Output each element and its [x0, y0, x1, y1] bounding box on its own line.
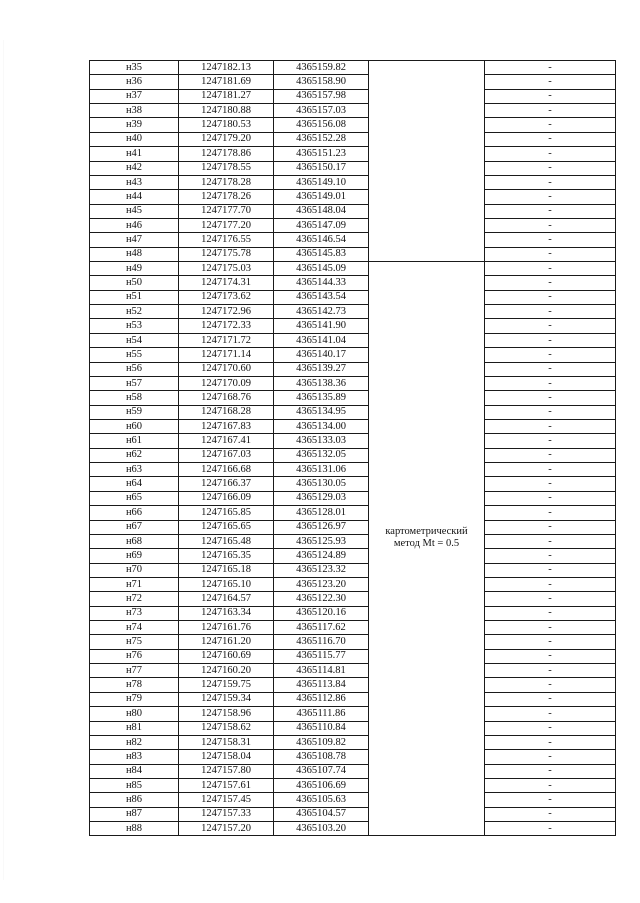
x-coordinate-cell: 1247181.69 [179, 75, 274, 89]
point-name-cell: н47 [90, 233, 179, 247]
coordinates-table [89, 60, 616, 836]
table-row [90, 448, 616, 462]
point-name-cell: н41 [90, 147, 179, 161]
error-cell: - [485, 778, 616, 792]
table-row [90, 707, 616, 721]
table-row [90, 233, 616, 247]
point-name-cell: н35 [90, 61, 179, 75]
table-row [90, 405, 616, 419]
error-cell: - [485, 290, 616, 304]
method-cell-lower [369, 262, 485, 836]
point-name-cell: н77 [90, 664, 179, 678]
point-name-cell: н85 [90, 778, 179, 792]
point-name-cell: н36 [90, 75, 179, 89]
y-coordinate-cell: 4365134.95 [274, 405, 369, 419]
table-row [90, 520, 616, 534]
table-row [90, 592, 616, 606]
table-row [90, 434, 616, 448]
table-row [90, 132, 616, 146]
error-cell: - [485, 721, 616, 735]
point-name-cell: н58 [90, 391, 179, 405]
y-coordinate-cell: 4365107.74 [274, 764, 369, 778]
y-coordinate-cell: 4365141.04 [274, 333, 369, 347]
error-cell: - [485, 161, 616, 175]
table-row [90, 664, 616, 678]
error-cell: - [485, 692, 616, 706]
error-cell: - [485, 305, 616, 319]
point-name-cell: н50 [90, 276, 179, 290]
point-name-cell: н87 [90, 807, 179, 821]
point-name-cell: н53 [90, 319, 179, 333]
method-label-line2: метод Mt = 0.5 [393, 538, 460, 550]
point-name-cell: н62 [90, 448, 179, 462]
error-cell: - [485, 362, 616, 376]
point-name-cell: н80 [90, 707, 179, 721]
error-cell: - [485, 391, 616, 405]
y-coordinate-cell: 4365116.70 [274, 635, 369, 649]
point-name-cell: н64 [90, 477, 179, 491]
y-coordinate-cell: 4365156.08 [274, 118, 369, 132]
x-coordinate-cell: 1247165.10 [179, 577, 274, 591]
point-name-cell: н81 [90, 721, 179, 735]
point-name-cell: н55 [90, 348, 179, 362]
x-coordinate-cell: 1247167.83 [179, 419, 274, 433]
x-coordinate-cell: 1247158.62 [179, 721, 274, 735]
y-coordinate-cell: 4365140.17 [274, 348, 369, 362]
y-coordinate-cell: 4365113.84 [274, 678, 369, 692]
x-coordinate-cell: 1247157.61 [179, 778, 274, 792]
y-coordinate-cell: 4365150.17 [274, 161, 369, 175]
y-coordinate-cell: 4365158.90 [274, 75, 369, 89]
x-coordinate-cell: 1247161.20 [179, 635, 274, 649]
point-name-cell: н65 [90, 491, 179, 505]
table-row [90, 305, 616, 319]
error-cell: - [485, 477, 616, 491]
y-coordinate-cell: 4365112.86 [274, 692, 369, 706]
point-name-cell: н76 [90, 649, 179, 663]
error-cell: - [485, 233, 616, 247]
point-name-cell: н69 [90, 549, 179, 563]
table-row [90, 807, 616, 821]
margin-stamp [3, 40, 18, 880]
table-row [90, 61, 616, 75]
table-row [90, 534, 616, 548]
point-name-cell: н37 [90, 89, 179, 103]
y-coordinate-cell: 4365128.01 [274, 506, 369, 520]
error-cell: - [485, 319, 616, 333]
x-coordinate-cell: 1247172.96 [179, 305, 274, 319]
error-cell: - [485, 132, 616, 146]
y-coordinate-cell: 4365152.28 [274, 132, 369, 146]
y-coordinate-cell: 4365106.69 [274, 778, 369, 792]
x-coordinate-cell: 1247180.53 [179, 118, 274, 132]
point-name-cell: н83 [90, 750, 179, 764]
x-coordinate-cell: 1247181.27 [179, 89, 274, 103]
point-name-cell: н70 [90, 563, 179, 577]
point-name-cell: н78 [90, 678, 179, 692]
method-wrapper [369, 262, 484, 835]
table-row [90, 419, 616, 433]
point-name-cell: н56 [90, 362, 179, 376]
y-coordinate-cell: 4365132.05 [274, 448, 369, 462]
point-name-cell: н72 [90, 592, 179, 606]
y-coordinate-cell: 4365149.10 [274, 175, 369, 189]
table-row [90, 362, 616, 376]
point-name-cell: н71 [90, 577, 179, 591]
x-coordinate-cell: 1247177.70 [179, 204, 274, 218]
y-coordinate-cell: 4365148.04 [274, 204, 369, 218]
error-cell: - [485, 89, 616, 103]
x-coordinate-cell: 1247160.20 [179, 664, 274, 678]
y-coordinate-cell: 4365104.57 [274, 807, 369, 821]
y-coordinate-cell: 4365141.90 [274, 319, 369, 333]
table-row [90, 89, 616, 103]
error-cell: - [485, 621, 616, 635]
y-coordinate-cell: 4365142.73 [274, 305, 369, 319]
error-cell: - [485, 664, 616, 678]
point-name-cell: н39 [90, 118, 179, 132]
x-coordinate-cell: 1247173.62 [179, 290, 274, 304]
x-coordinate-cell: 1247165.48 [179, 534, 274, 548]
x-coordinate-cell: 1247182.13 [179, 61, 274, 75]
table-row [90, 290, 616, 304]
x-coordinate-cell: 1247166.68 [179, 463, 274, 477]
table-row [90, 75, 616, 89]
x-coordinate-cell: 1247163.34 [179, 606, 274, 620]
point-name-cell: н73 [90, 606, 179, 620]
y-coordinate-cell: 4365145.09 [274, 262, 369, 276]
error-cell: - [485, 333, 616, 347]
point-name-cell: н44 [90, 190, 179, 204]
y-coordinate-cell: 4365126.97 [274, 520, 369, 534]
point-name-cell: н49 [90, 262, 179, 276]
table-row [90, 491, 616, 505]
point-name-cell: н75 [90, 635, 179, 649]
table-row [90, 549, 616, 563]
y-coordinate-cell: 4365122.30 [274, 592, 369, 606]
table-row [90, 190, 616, 204]
error-cell: - [485, 262, 616, 276]
y-coordinate-cell: 4365120.16 [274, 606, 369, 620]
table-row [90, 678, 616, 692]
table-row [90, 506, 616, 520]
table-row [90, 348, 616, 362]
y-coordinate-cell: 4365138.36 [274, 376, 369, 390]
x-coordinate-cell: 1247158.96 [179, 707, 274, 721]
x-coordinate-cell: 1247159.34 [179, 692, 274, 706]
y-coordinate-cell: 4365144.33 [274, 276, 369, 290]
y-coordinate-cell: 4365109.82 [274, 735, 369, 749]
x-coordinate-cell: 1247178.28 [179, 175, 274, 189]
x-coordinate-cell: 1247178.86 [179, 147, 274, 161]
x-coordinate-cell: 1247165.85 [179, 506, 274, 520]
table-row [90, 649, 616, 663]
point-name-cell: н61 [90, 434, 179, 448]
table-row [90, 822, 616, 836]
error-cell: - [485, 563, 616, 577]
error-cell: - [485, 506, 616, 520]
y-coordinate-cell: 4365133.03 [274, 434, 369, 448]
point-name-cell: н59 [90, 405, 179, 419]
error-cell: - [485, 405, 616, 419]
error-cell: - [485, 448, 616, 462]
table-row [90, 577, 616, 591]
y-coordinate-cell: 4365129.03 [274, 491, 369, 505]
y-coordinate-cell: 4365146.54 [274, 233, 369, 247]
error-cell: - [485, 534, 616, 548]
point-name-cell: н43 [90, 175, 179, 189]
point-name-cell: н66 [90, 506, 179, 520]
table-row [90, 276, 616, 290]
x-coordinate-cell: 1247178.26 [179, 190, 274, 204]
x-coordinate-cell: 1247170.09 [179, 376, 274, 390]
table-row [90, 692, 616, 706]
error-cell: - [485, 218, 616, 232]
y-coordinate-cell: 4365105.63 [274, 793, 369, 807]
error-cell: - [485, 807, 616, 821]
y-coordinate-cell: 4365125.93 [274, 534, 369, 548]
table-row [90, 204, 616, 218]
error-cell: - [485, 793, 616, 807]
error-cell: - [485, 175, 616, 189]
x-coordinate-cell: 1247176.55 [179, 233, 274, 247]
error-cell: - [485, 204, 616, 218]
coordinates-table-body [90, 61, 616, 836]
x-coordinate-cell: 1247178.55 [179, 161, 274, 175]
y-coordinate-cell: 4365139.27 [274, 362, 369, 376]
x-coordinate-cell: 1247157.45 [179, 793, 274, 807]
table-row [90, 621, 616, 635]
error-cell: - [485, 649, 616, 663]
point-name-cell: н54 [90, 333, 179, 347]
table-row [90, 376, 616, 390]
x-coordinate-cell: 1247171.72 [179, 333, 274, 347]
table-row [90, 563, 616, 577]
x-coordinate-cell: 1247166.37 [179, 477, 274, 491]
error-cell: - [485, 707, 616, 721]
table-row [90, 118, 616, 132]
error-cell: - [485, 678, 616, 692]
table-row [90, 161, 616, 175]
y-coordinate-cell: 4365115.77 [274, 649, 369, 663]
y-coordinate-cell: 4365151.23 [274, 147, 369, 161]
error-cell: - [485, 247, 616, 261]
y-coordinate-cell: 4365103.20 [274, 822, 369, 836]
point-name-cell: н67 [90, 520, 179, 534]
method-label [369, 526, 484, 550]
table-row [90, 635, 616, 649]
y-coordinate-cell: 4365149.01 [274, 190, 369, 204]
table-row [90, 735, 616, 749]
y-coordinate-cell: 4365130.05 [274, 477, 369, 491]
x-coordinate-cell: 1247157.33 [179, 807, 274, 821]
y-coordinate-cell: 4365143.54 [274, 290, 369, 304]
error-cell: - [485, 190, 616, 204]
point-name-cell: н63 [90, 463, 179, 477]
table-row [90, 793, 616, 807]
error-cell: - [485, 118, 616, 132]
point-name-cell: н82 [90, 735, 179, 749]
point-name-cell: н68 [90, 534, 179, 548]
table-row [90, 764, 616, 778]
error-cell: - [485, 822, 616, 836]
x-coordinate-cell: 1247165.65 [179, 520, 274, 534]
y-coordinate-cell: 4365147.09 [274, 218, 369, 232]
x-coordinate-cell: 1247160.69 [179, 649, 274, 663]
x-coordinate-cell: 1247165.35 [179, 549, 274, 563]
error-cell: - [485, 376, 616, 390]
error-cell: - [485, 520, 616, 534]
method-cell-upper [369, 61, 485, 262]
table-row [90, 147, 616, 161]
table-row [90, 218, 616, 232]
error-cell: - [485, 75, 616, 89]
error-cell: - [485, 577, 616, 591]
error-cell: - [485, 606, 616, 620]
point-name-cell: н60 [90, 419, 179, 433]
table-row [90, 262, 616, 276]
point-name-cell: н57 [90, 376, 179, 390]
y-coordinate-cell: 4365157.03 [274, 104, 369, 118]
error-cell: - [485, 348, 616, 362]
y-coordinate-cell: 4365123.20 [274, 577, 369, 591]
error-cell: - [485, 276, 616, 290]
table-row [90, 333, 616, 347]
point-name-cell: н79 [90, 692, 179, 706]
x-coordinate-cell: 1247158.31 [179, 735, 274, 749]
point-name-cell: н42 [90, 161, 179, 175]
point-name-cell: н40 [90, 132, 179, 146]
x-coordinate-cell: 1247161.76 [179, 621, 274, 635]
y-coordinate-cell: 4365110.84 [274, 721, 369, 735]
y-coordinate-cell: 4365123.32 [274, 563, 369, 577]
table-row [90, 477, 616, 491]
point-name-cell: н46 [90, 218, 179, 232]
table-row [90, 319, 616, 333]
x-coordinate-cell: 1247164.57 [179, 592, 274, 606]
x-coordinate-cell: 1247177.20 [179, 218, 274, 232]
table-row [90, 750, 616, 764]
point-name-cell: н51 [90, 290, 179, 304]
y-coordinate-cell: 4365134.00 [274, 419, 369, 433]
point-name-cell: н88 [90, 822, 179, 836]
error-cell: - [485, 750, 616, 764]
error-cell: - [485, 549, 616, 563]
y-coordinate-cell: 4365114.81 [274, 664, 369, 678]
x-coordinate-cell: 1247168.28 [179, 405, 274, 419]
error-cell: - [485, 434, 616, 448]
y-coordinate-cell: 4365135.89 [274, 391, 369, 405]
x-coordinate-cell: 1247168.76 [179, 391, 274, 405]
error-cell: - [485, 61, 616, 75]
table-row [90, 175, 616, 189]
table-row [90, 247, 616, 261]
point-name-cell: н84 [90, 764, 179, 778]
table-row [90, 778, 616, 792]
error-cell: - [485, 147, 616, 161]
table-row [90, 606, 616, 620]
point-name-cell: н86 [90, 793, 179, 807]
x-coordinate-cell: 1247172.33 [179, 319, 274, 333]
x-coordinate-cell: 1247175.78 [179, 247, 274, 261]
x-coordinate-cell: 1247167.41 [179, 434, 274, 448]
y-coordinate-cell: 4365131.06 [274, 463, 369, 477]
table-row [90, 391, 616, 405]
error-cell: - [485, 764, 616, 778]
error-cell: - [485, 735, 616, 749]
error-cell: - [485, 419, 616, 433]
y-coordinate-cell: 4365159.82 [274, 61, 369, 75]
y-coordinate-cell: 4365111.86 [274, 707, 369, 721]
error-cell: - [485, 104, 616, 118]
point-name-cell: н38 [90, 104, 179, 118]
x-coordinate-cell: 1247166.09 [179, 491, 274, 505]
y-coordinate-cell: 4365117.62 [274, 621, 369, 635]
table-row [90, 721, 616, 735]
x-coordinate-cell: 1247157.80 [179, 764, 274, 778]
point-name-cell: н74 [90, 621, 179, 635]
method-label-line1: картометрический [385, 526, 468, 538]
x-coordinate-cell: 1247157.20 [179, 822, 274, 836]
point-name-cell: н48 [90, 247, 179, 261]
y-coordinate-cell: 4365157.98 [274, 89, 369, 103]
y-coordinate-cell: 4365145.83 [274, 247, 369, 261]
error-cell: - [485, 463, 616, 477]
x-coordinate-cell: 1247171.14 [179, 348, 274, 362]
x-coordinate-cell: 1247159.75 [179, 678, 274, 692]
point-name-cell: н45 [90, 204, 179, 218]
x-coordinate-cell: 1247180.88 [179, 104, 274, 118]
y-coordinate-cell: 4365124.89 [274, 549, 369, 563]
x-coordinate-cell: 1247165.18 [179, 563, 274, 577]
x-coordinate-cell: 1247179.20 [179, 132, 274, 146]
y-coordinate-cell: 4365108.78 [274, 750, 369, 764]
table-row [90, 463, 616, 477]
error-cell: - [485, 491, 616, 505]
x-coordinate-cell: 1247158.04 [179, 750, 274, 764]
x-coordinate-cell: 1247175.03 [179, 262, 274, 276]
x-coordinate-cell: 1247170.60 [179, 362, 274, 376]
error-cell: - [485, 635, 616, 649]
point-name-cell: н52 [90, 305, 179, 319]
x-coordinate-cell: 1247167.03 [179, 448, 274, 462]
table-row [90, 104, 616, 118]
error-cell: - [485, 592, 616, 606]
x-coordinate-cell: 1247174.31 [179, 276, 274, 290]
